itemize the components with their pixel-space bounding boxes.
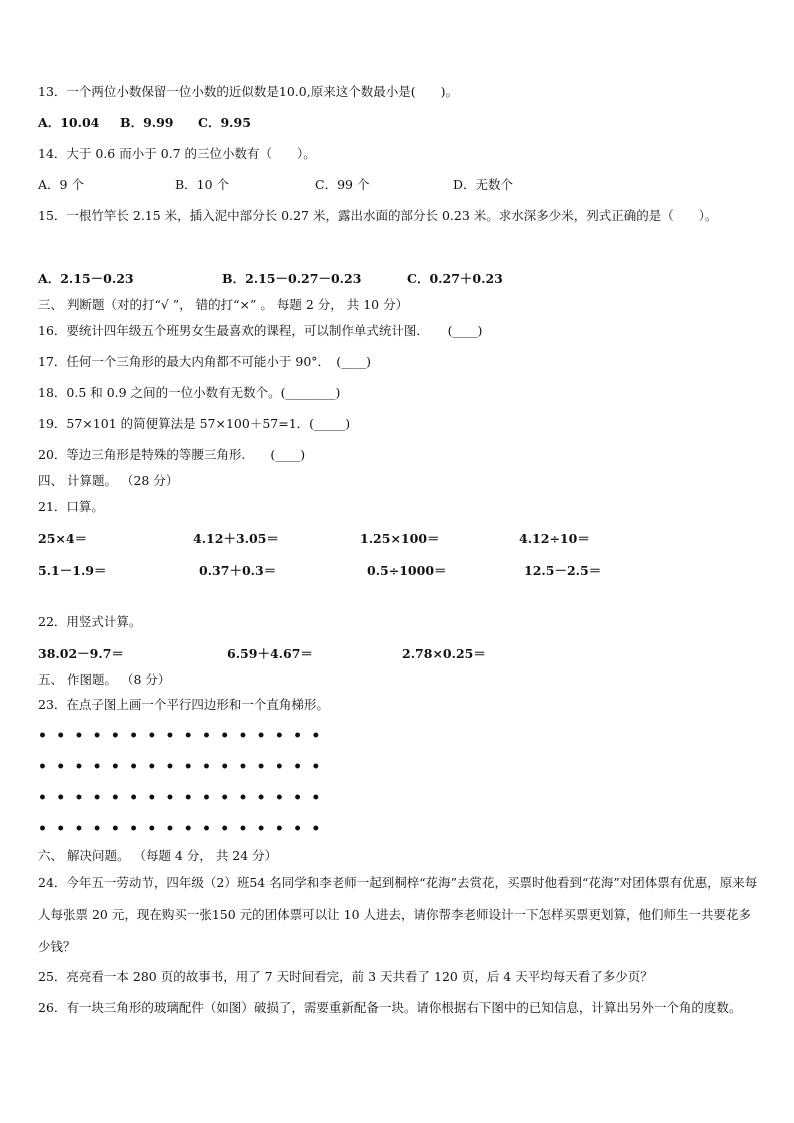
q15-option-a: A．2.15－0.23 [38, 271, 134, 286]
q22-item: 2.78×0.25＝ [402, 646, 486, 661]
section-3-heading: 三、 判断题（对的打“√ ”， 错的打“×” 。 每题 2 分， 共 10 分） [38, 297, 409, 312]
q13-option-c: C．9.95 [198, 115, 251, 130]
q20: 20．等边三角形是特殊的等腰三角形. (____) [38, 447, 306, 462]
q18: 18．0.5 和 0.9 之间的一位小数有无数个。(________) [38, 385, 341, 400]
q16: 16．要统计四年级五个班男女生最喜欢的课程，可以制作单式统计图． (____) [38, 323, 483, 338]
q15-stem: 15．一根竹竿长 2.15 米，插入泥中部分长 0.27 米，露出水面的部分长 0.23 米。求水深多少米，列式正确的是（ ）。 [38, 208, 718, 223]
q23-stem: 23．在点子图上画一个平行四边形和一个直角梯形。 [38, 697, 329, 712]
q24: 24．今年五一劳动节，四年级（2）班54 名同学和李老师一起到桐梓“花海”去赏花，买票时他看到“花海”对团体票有优惠，原来每人每张票 20 元，现在购买一张150 元的团体票可以让 10 人进去，请你帮李老师设计一下怎样买票更划算，他们师生一共要花多少钱？ [38, 875, 758, 954]
q21-item: 4.12＋3.05＝ [193, 531, 279, 546]
q13-option-a: A．10.04 [38, 115, 100, 130]
q21-item: 0.37＋0.3＝ [199, 563, 277, 578]
q14-option-c: C．99 个 [315, 177, 370, 192]
q21-item: 12.5－2.5＝ [524, 563, 602, 578]
q14-option-b: B．10 个 [175, 177, 230, 192]
q17: 17．任何一个三角形的最大内角都不可能小于 90°． (____) [38, 354, 372, 369]
q25: 25．亮亮看一本 280 页的故事书，用了 7 天时间看完，前 3 天共看了 120 页，后 4 天平均每天看了多少页？ [38, 969, 653, 984]
q22-stem: 22．用竖式计算。 [38, 614, 142, 629]
q21-item: 5.1－1.9＝ [38, 563, 107, 578]
dot-grid-row: • • • • • • • • • • • • • • • • [38, 728, 323, 744]
section-5-heading: 五、 作图题。 （8 分） [38, 672, 171, 687]
dot-grid-row: • • • • • • • • • • • • • • • • [38, 790, 323, 806]
q21-item: 0.5÷1000＝ [367, 563, 447, 578]
q21-stem: 21．口算。 [38, 499, 104, 514]
q14-option-a: A．9 个 [38, 177, 84, 192]
q22-item: 6.59＋4.67＝ [227, 646, 313, 661]
q13-option-b: B．9.99 [120, 115, 174, 130]
section-6-heading: 六、 解决问题。 （每题 4 分， 共 24 分） [38, 848, 278, 863]
dot-grid-row: • • • • • • • • • • • • • • • • [38, 759, 323, 775]
q21-item: 4.12÷10＝ [519, 531, 590, 546]
dot-grid-row: • • • • • • • • • • • • • • • • [38, 821, 323, 837]
q15-option-b: B．2.15－0.27－0.23 [222, 271, 362, 286]
section-4-heading: 四、 计算题。 （28 分） [38, 473, 179, 488]
q14-option-d: D．无数个 [453, 177, 514, 192]
q19: 19．57×101 的简便算法是 57×100＋57=1．(_____) [38, 416, 351, 431]
q14-stem: 14．大于 0.6 而小于 0.7 的三位小数有（ ）。 [38, 146, 316, 161]
q15-option-c: C．0.27＋0.23 [407, 271, 503, 286]
q21-item: 25×4＝ [38, 531, 88, 546]
q13-stem: 13．一个两位小数保留一位小数的近似数是10.0,原来这个数最小是( )。 [38, 84, 458, 99]
q26: 26．有一块三角形的玻璃配件（如图）破损了，需要重新配备一块。请你根据右下图中的已知信息，计算出另外一个角的度数。 [38, 1000, 742, 1015]
q22-item: 38.02－9.7＝ [38, 646, 124, 661]
q21-item: 1.25×100＝ [360, 531, 440, 546]
